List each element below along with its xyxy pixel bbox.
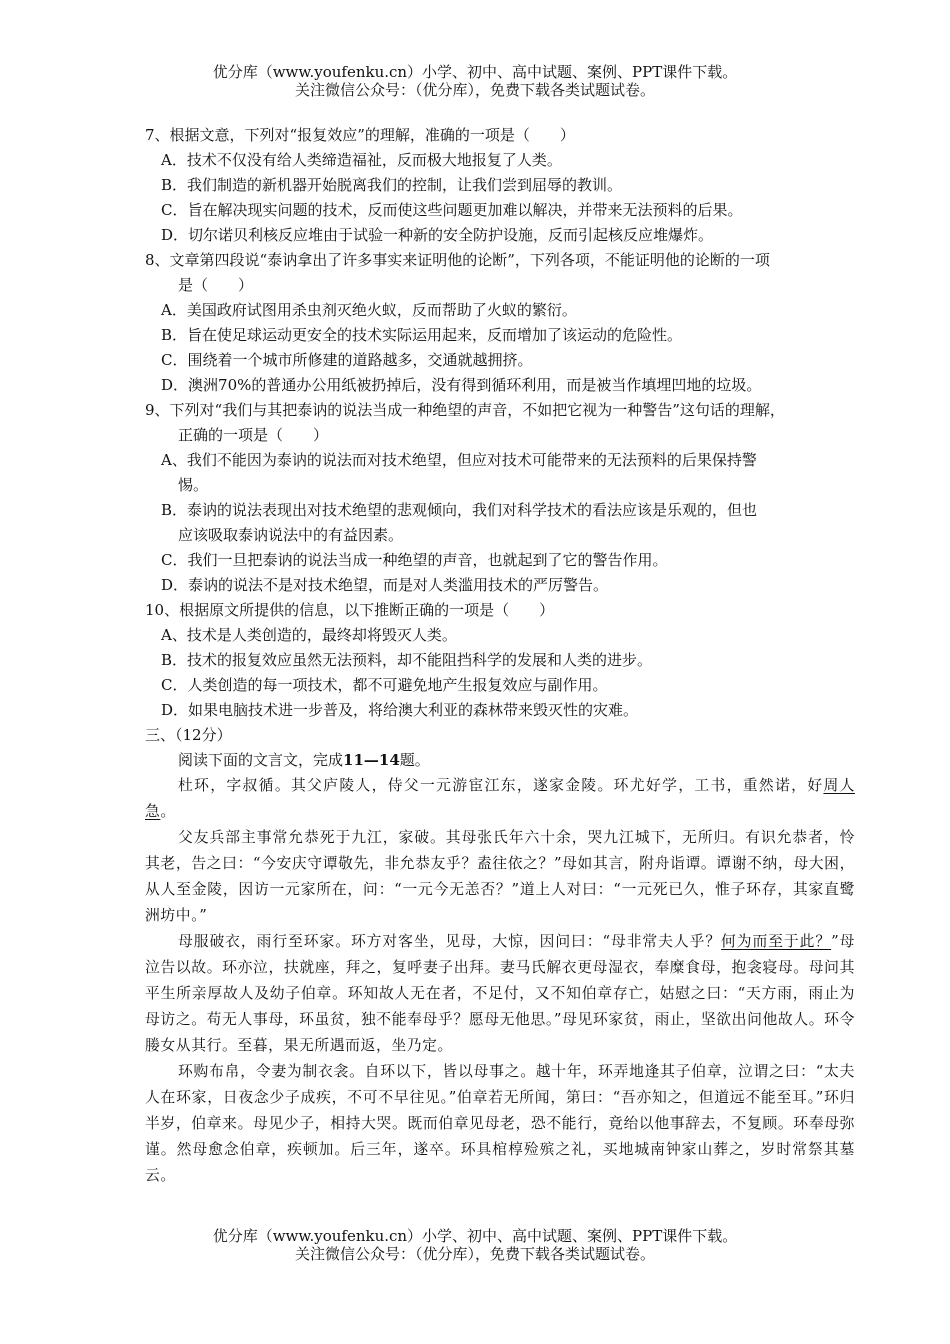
classical-passage-paragraph-2: 父友兵部主事常允恭死于九江，家破。其母张氏年六十余，哭九江城下，无所归。有识允恭者，怜其老，告之曰：“今安庆守谭敬先，非允恭友乎？盍往依之？”母如其言，附舟诣谭。谭谢不纳，母大困，从人至金陵，因访一元家所在，问：“一元今无恙否？”道上人对曰：“一元死已久，惟子环存，其家直鹭洲坊中。” xyxy=(145,829,855,924)
question-7-option-d: D．切尔诺贝利核反应堆由于试验一种新的安全防护设施，反而引起核反应堆爆炸。 xyxy=(161,226,714,244)
classical-passage-paragraph-1 xyxy=(145,773,855,825)
classical-passage-paragraph-4: 环购布帛，令妻为制衣衾。自环以下，皆以母事之。越十年，环弄地逢其子伯章，泣谓之曰：“太夫人在环家，日夜念少子成疾，不可不早往见。”伯章若无所闻，第曰：“吾亦知之，但道远不能至耳。”环归半岁，伯章来。母见少子，相持大哭。既而伯章见母老，恐不能行，竟绐以他事辞去，不复顾。环奉母弥谨。然母愈念伯章，疾顿加。后三年，遂卒。环具棺椁殓殡之礼，买地城南钟家山葬之，岁时常祭其墓云。 xyxy=(145,1063,855,1184)
question-10-option-a: A、技术是人类创造的，最终却将毁灭人类。 xyxy=(161,626,457,644)
question-8-option-c: C．围绕着一个城市所修建的道路越多，交通就越拥挤。 xyxy=(161,351,533,369)
question-9-option-a-continued: 惕。 xyxy=(178,476,209,494)
question-8-stem-continued: 是（ ） xyxy=(178,276,254,294)
question-7-option-c: C．旨在解决现实问题的技术，反而使这些问题更加难以解决，并带来无法预料的后果。 xyxy=(161,201,743,219)
question-8-option-b: B．旨在使足球运动更安全的技术实际运用起来，反而增加了该运动的危险性。 xyxy=(161,326,683,344)
header-line-1: 优分库（www.youfenku.cn）小学、初中、高中试题、案例、PPT课件下载。 xyxy=(212,63,738,81)
question-9-option-a: A、我们不能因为泰讷的说法而对技术绝望，但应对技术可能带来的无法预料的后果保持警 xyxy=(161,451,757,469)
question-10-option-b: B．技术的报复效应虽然无法预料，却不能阻挡科学的发展和人类的进步。 xyxy=(161,651,653,669)
page-header xyxy=(0,63,950,99)
document-body xyxy=(145,123,855,1189)
question-8-option-d: D．澳洲70%的普通办公用纸被扔掉后，没有得到循环利用，而是被当作填埋凹地的垃圾。 xyxy=(161,376,762,394)
footer-line-1: 优分库（www.youfenku.cn）小学、初中、高中试题、案例、PPT课件下载。 xyxy=(212,1227,738,1245)
question-7-stem: 7、根据文意，下列对“报复效应”的理解，准确的一项是（ ） xyxy=(145,126,575,144)
question-8-option-a: A．美国政府试图用杀虫剂灭绝火蚁，反而帮助了火蚁的繁衍。 xyxy=(161,301,577,319)
question-8-stem: 8、文章第四段说“泰讷拿出了许多事实来证明他的论断”，下列各项，不能证明他的论断的一项 xyxy=(145,251,770,269)
question-10-option-c: C．人类创造的每一项技术，都不可避免地产生报复效应与副作用。 xyxy=(161,676,608,694)
paragraph-1-underlined: 周人急 xyxy=(145,777,855,820)
instruction-range: 11—14 xyxy=(343,751,400,769)
paragraph-1-text: 杜环，字叔循。其父庐陵人，侍父一元游宦江东，遂家金陵。环尤好学，工书，重然诺，好 xyxy=(178,777,824,794)
question-7-option-a: A．技术不仅没有给人类缔造福祉，反而极大地报复了人类。 xyxy=(161,151,562,169)
question-10-stem: 10、根据原文所提供的信息，以下推断正确的一项是（ ） xyxy=(145,601,555,619)
question-7-option-b: B．我们制造的新机器开始脱离我们的控制，让我们尝到屈辱的教训。 xyxy=(161,176,623,194)
instruction-suffix: 题。 xyxy=(399,751,430,769)
question-9-stem: 9、下列对“我们与其把泰讷的说法当成一种绝望的声音，不如把它视为一种警告”这句话的理解， xyxy=(145,401,785,419)
paragraph-1-suffix: 。 xyxy=(160,803,176,820)
question-10-option-d: D．如果电脑技术进一步普及，将给澳大利亚的森林带来毁灭性的灾难。 xyxy=(161,701,639,719)
header-line-2: 关注微信公众号：（优分库），免费下载各类试题试卷。 xyxy=(294,81,655,99)
question-9-option-b: B．泰讷的说法表现出对技术绝望的悲观倾向，我们对科学技术的看法应该是乐观的，但也 xyxy=(161,501,758,519)
paragraph-3-text: 母服破衣，雨行至环家。环方对客坐，见母，大惊，因问曰：“母非常夫人乎？ xyxy=(178,933,722,950)
page-footer xyxy=(0,1227,950,1263)
question-9-stem-continued: 正确的一项是（ ） xyxy=(178,426,329,444)
classical-passage-paragraph-3 xyxy=(145,929,855,1059)
paragraph-3-suffix: ”母泣告以故。环亦泣，扶就座，拜之，复呼妻子出拜。妻马氏解衣更母湿衣，奉糜食母，抱衾寝母。母问其平生所亲厚故人及幼子伯章。环知故人无在者，不足付，又不知伯章存亡，姑慰之曰：“天方雨，雨止为母访之。苟无人事母，环虽贫，独不能奉母乎？愿母无他思。”母见环家贫，雨止，坚欲出问他故人。环令媵女从其行。至暮，果无所遇而返，坐乃定。 xyxy=(145,933,855,1054)
question-9-option-d: D．泰讷的说法不是对技术绝望，而是对人类滥用技术的严厉警告。 xyxy=(161,576,609,594)
section-3-instruction xyxy=(145,748,855,773)
instruction-text: 阅读下面的文言文，完成 xyxy=(178,751,344,769)
question-9-option-c: C．我们一旦把泰讷的说法当成一种绝望的声音，也就起到了它的警告作用。 xyxy=(161,551,668,569)
footer-line-2: 关注微信公众号：（优分库），免费下载各类试题试卷。 xyxy=(294,1245,655,1263)
section-3-heading: 三、（12分） xyxy=(145,726,232,744)
question-9-option-b-continued: 应该吸取泰讷说法中的有益因素。 xyxy=(178,526,404,544)
paragraph-3-underlined: 何为而至于此？ xyxy=(721,933,832,950)
